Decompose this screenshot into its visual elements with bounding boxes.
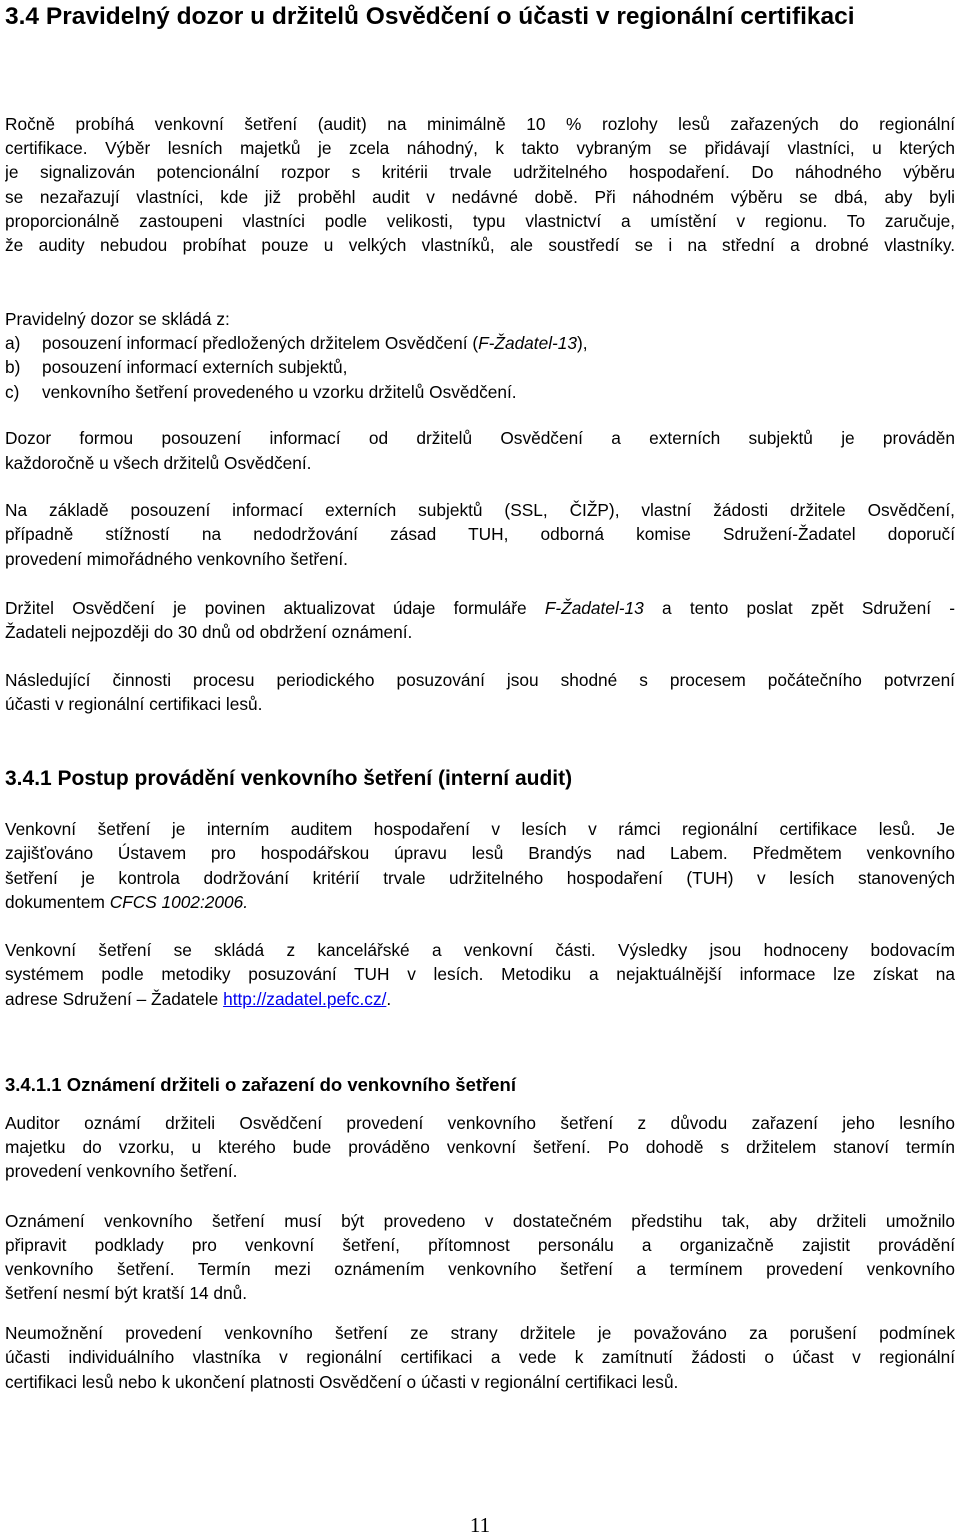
text-line: Držitel Osvědčení je povinen aktualizovat údaje formuláře F-Žadatel-13 a tento poslat zpět Sdružení - — [5, 598, 955, 618]
text-line: certifikace. Výběr lesních majetků je zcela náhodný, k takto vybraným se přidávají vlastníci, u kterých — [5, 138, 955, 158]
text-line: šetření nesmí být kratší 14 dnů. — [5, 1283, 248, 1303]
text-line: provedení mimořádného venkovního šetření. — [5, 549, 348, 569]
text-line: Následující činnosti procesu periodického posuzování jsou shodné s procesem počátečního potvrzení — [5, 670, 955, 690]
text-line: Na základě posouzení informací externích subjektů (SSL, ČIŽP), vlastní žádosti držitele Osvědčení, — [5, 500, 955, 520]
text-line: je signalizován potencionální rozpor s kritérii trvale udržitelného hospodaření. Do náhodného výběru — [5, 162, 955, 182]
text-line: proporcionálně zastoupeni vlastníci podle velikosti, typu vlastnictví a umístění v regionu. To zaručuje, — [5, 211, 955, 231]
list-text: venkovního šetření provedeného u vzorku držitelů Osvědčení. — [42, 381, 517, 402]
section-heading-3-4-1: 3.4.1 Postup provádění venkovního šetření (interní audit) — [5, 767, 573, 790]
text-line: případně stížností na nedodržování zásad TUH, odborná komise Sdružení-Žadatel doporučí — [5, 524, 955, 544]
text-line: účasti v regionální certifikaci lesů. — [5, 694, 263, 714]
text-line: Venkovní šetření se skládá z kancelářské a venkovní části. Výsledky jsou hodnoceny bodovacím — [5, 940, 955, 960]
dozor-intro: Pravidelný dozor se skládá z: — [5, 309, 230, 329]
list-label: c) — [5, 381, 20, 402]
text-line: zajišťováno Ústavem pro hospodářskou úpravu lesů Brandýs nad Labem. Předmětem venkovního — [5, 843, 955, 863]
text-line: Venkovní šetření je interním auditem hospodaření v lesích v rámci regionální certifikace lesů. Je — [5, 819, 955, 839]
text-line: Auditor oznámí držiteli Osvědčení provedení venkovního šetření z důvodu zařazení jeho lesního — [5, 1113, 955, 1133]
text-line: Ročně probíhá venkovní šetření (audit) na minimálně 10 % rozlohy lesů zařazených do regionální — [5, 114, 955, 134]
text-line: systémem podle metodiky posuzování TUH v lesích. Metodiku a nejaktuálnější informace lze získat na — [5, 964, 955, 984]
zadatel-link[interactable]: http://zadatel.pefc.cz/ — [223, 989, 387, 1009]
text-line: Neumožnění provedení venkovního šetření ze strany držitele je považováno za porušení podmínek — [5, 1323, 955, 1343]
text-line: Oznámení venkovního šetření musí být provedeno v dostatečném předstihu tak, aby držiteli umožnilo — [5, 1211, 955, 1231]
list-item — [5, 380, 955, 404]
text-line: dokumentem CFCS 1002:2006. — [5, 892, 249, 912]
text-line: se nezařazují vlastníci, kde již proběhl audit v nedávné době. Při náhodném výběru se dbá, aby byli — [5, 187, 955, 207]
list-item — [5, 331, 955, 355]
list-label: b) — [5, 357, 21, 378]
text-line: připravit podklady pro venkovní šetření, přítomnost personálu a organizačně zajistit provádění — [5, 1235, 955, 1255]
list-label: a) — [5, 333, 21, 353]
text-line: šetření je kontrola dodržování kritérií trvale udržitelného hospodaření (TUH) v lesích stanovených — [5, 868, 955, 888]
text-line: Dozor formou posouzení informací od držitelů Osvědčení a externích subjektů je prováděn — [5, 428, 955, 448]
page-number: 11 — [469, 1513, 491, 1537]
text-line: provedení venkovního šetření. — [5, 1161, 238, 1181]
section-heading-3-4: 3.4 Pravidelný dozor u držitelů Osvědčení o účasti v regionální certifikaci — [5, 3, 855, 30]
dozor-list — [5, 331, 955, 404]
list-text: posouzení informací externích subjektů, — [42, 357, 348, 378]
text-line: certifikaci lesů nebo k ukončení platnosti Osvědčení o účasti v regionální certifikaci lesů. — [5, 1372, 679, 1392]
text-line: že audity nebudou probíhat pouze u velkých vlastníků, ale soustředí se i na střední a drobné vlastníky. — [5, 235, 955, 255]
text-line: účasti individuálního vlastníka v regionální certifikaci a vede k zamítnutí žádosti o účast v regionální — [5, 1347, 955, 1367]
text-line: venkovního šetření. Termín mezi oznámením venkovního šetření a termínem provedení venkovního — [5, 1259, 955, 1279]
section-heading-3-4-1-1: 3.4.1.1 Oznámení držiteli o zařazení do venkovního šetření — [5, 1074, 516, 1095]
list-item — [5, 355, 955, 379]
text-line: Žadateli nejpozději do 30 dnů od obdržení oznámení. — [5, 622, 413, 642]
text-line: adrese Sdružení – Žadatele http://zadatel.pefc.cz/. — [5, 989, 392, 1009]
text-line: majetku do vzorku, u kterého bude prováděno venkovní šetření. Po dohodě s držitelem stanoví termín — [5, 1137, 955, 1157]
text-line: každoročně u všech držitelů Osvědčení. — [5, 453, 312, 473]
list-text: posouzení informací předložených držitelem Osvědčení (F-Žadatel-13), — [42, 333, 588, 353]
